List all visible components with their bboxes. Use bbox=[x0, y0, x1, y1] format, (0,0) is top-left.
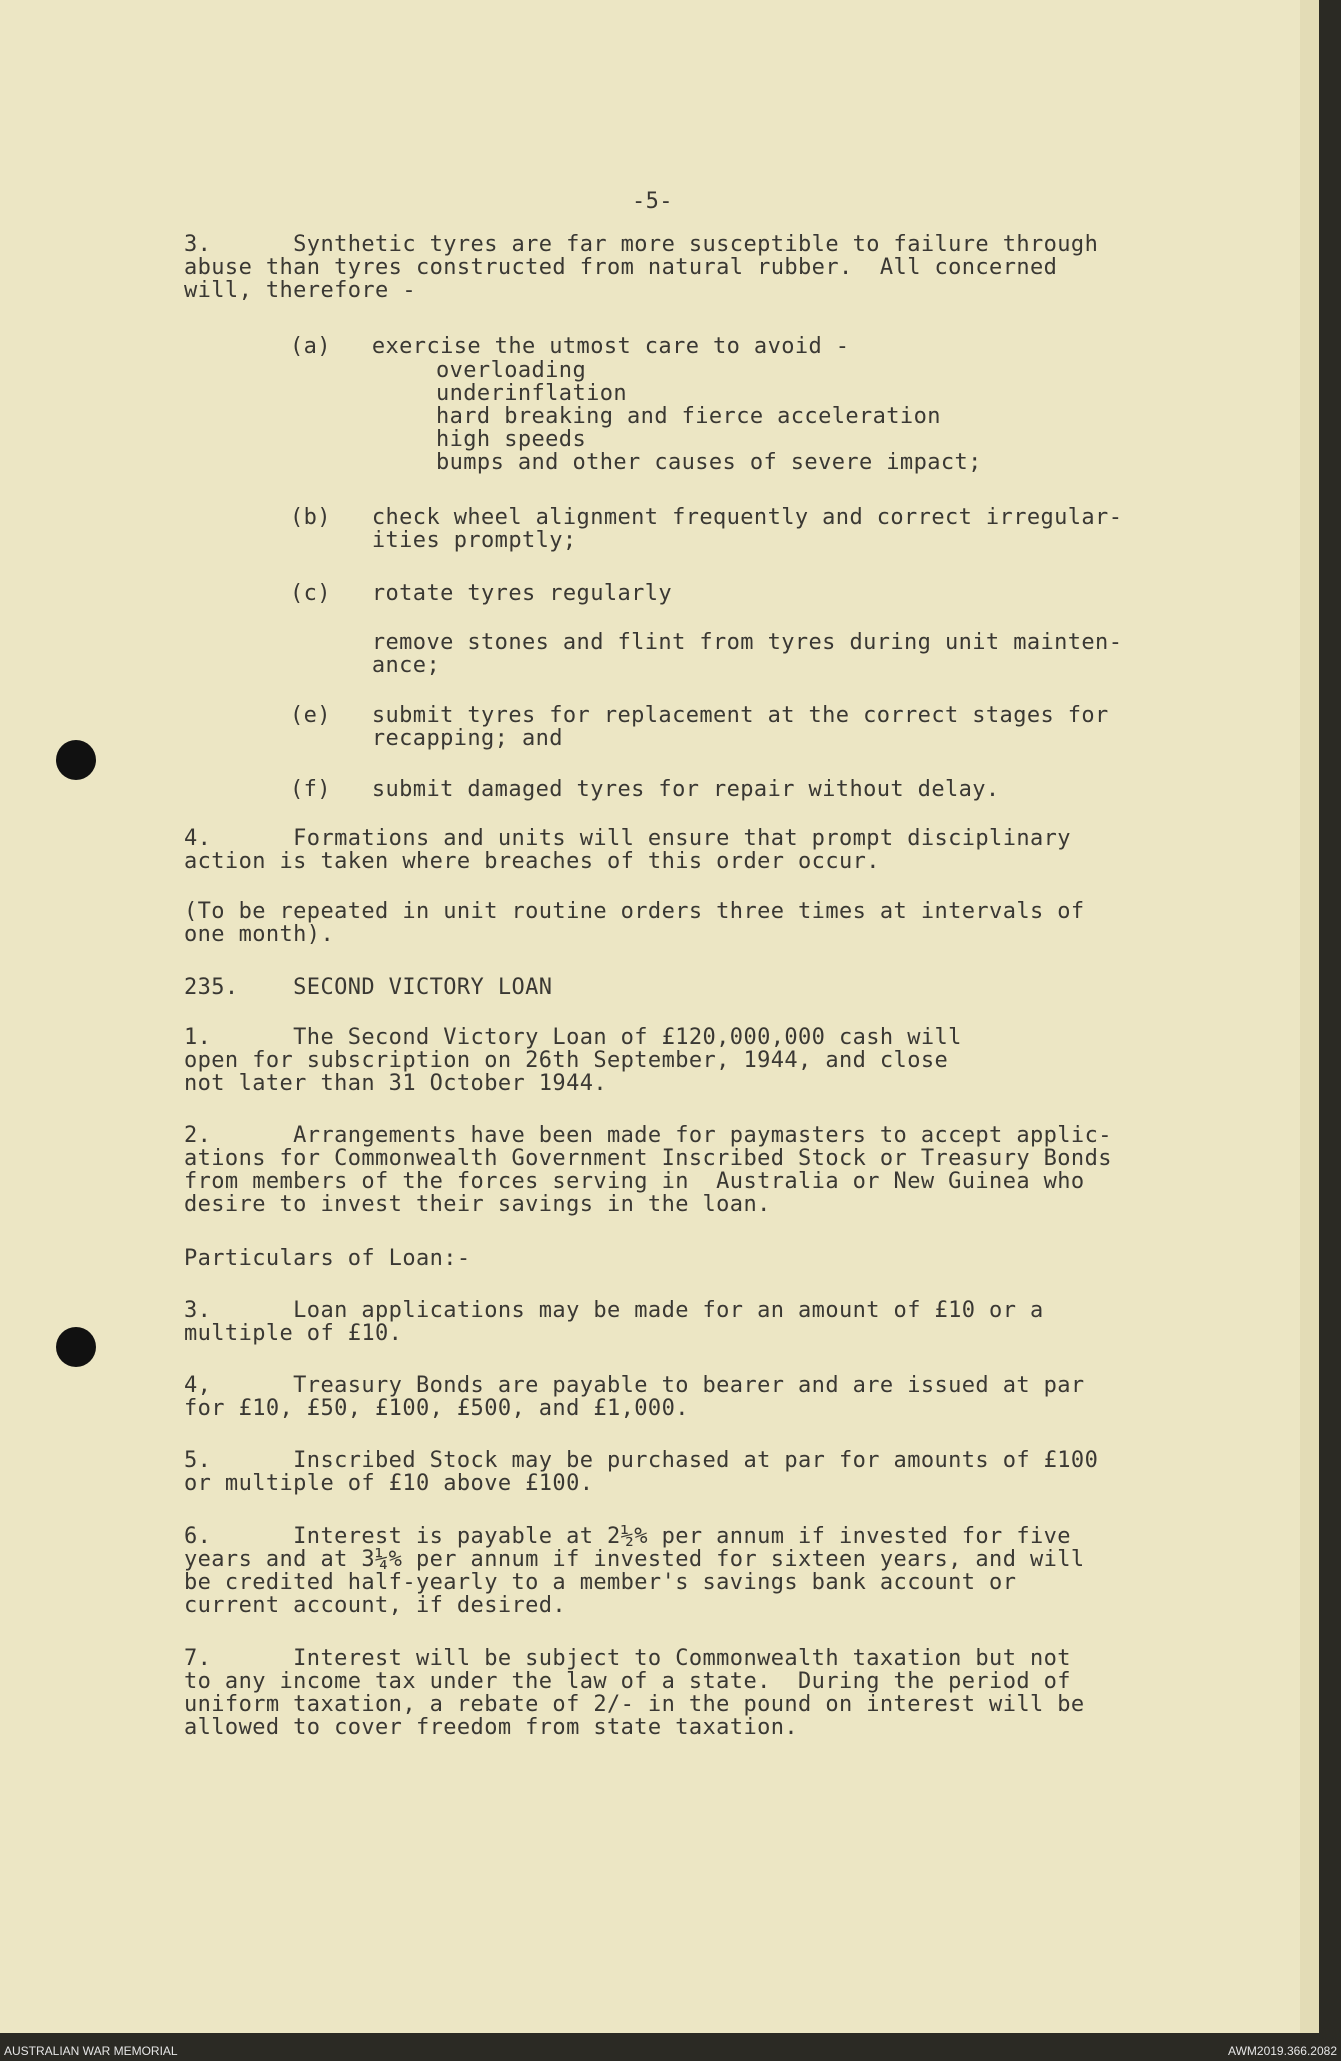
loan-para-1-line-1: 1. The Second Victory Loan of £120,000,000 cash will bbox=[184, 1025, 962, 1050]
repeat-note-line-2: one month). bbox=[184, 922, 335, 947]
item-a-sub: bumps and other causes of severe impact; bbox=[436, 450, 982, 475]
item-b-line-2: ities promptly; bbox=[290, 528, 577, 553]
item-f: (f) submit damaged tyres for repair without delay. bbox=[290, 777, 1000, 802]
item-b-line-1: (b) check wheel alignment frequently and correct irregular- bbox=[290, 505, 1123, 530]
loan-para-6-line-2: years and at 3¼% per annum if invested for sixteen years, and will bbox=[184, 1547, 1085, 1572]
loan-para-7-line-3: uniform taxation, a rebate of 2/- in the pound on interest will be bbox=[184, 1692, 1085, 1717]
para-4-line-2: action is taken where breaches of this order occur. bbox=[184, 849, 880, 874]
para-4-line-1: 4. Formations and units will ensure that prompt disciplinary bbox=[184, 826, 1071, 851]
repeat-note-line-1: (To be repeated in unit routine orders three times at intervals of bbox=[184, 899, 1085, 924]
item-a: (a) exercise the utmost care to avoid - bbox=[290, 334, 850, 359]
loan-para-5-line-1: 5. Inscribed Stock may be purchased at par for amounts of £100 bbox=[184, 1448, 1099, 1473]
item-e-line-1: (e) submit tyres for replacement at the correct stages for bbox=[290, 703, 1109, 728]
para-3-line-3: will, therefore - bbox=[184, 278, 416, 303]
page-number: -5- bbox=[632, 189, 673, 214]
para-3-line-2: abuse than tyres constructed from natural rubber. All concerned bbox=[184, 255, 1058, 280]
loan-para-7-line-4: allowed to cover freedom from state taxation. bbox=[184, 1715, 799, 1740]
loan-para-6-line-1: 6. Interest is payable at 2½% per annum if invested for five bbox=[184, 1524, 1071, 1549]
section-heading: 235. SECOND VICTORY LOAN bbox=[184, 975, 553, 1000]
item-e-line-2: recapping; and bbox=[290, 726, 563, 751]
loan-para-2-line-2: ations for Commonwealth Government Inscribed Stock or Treasury Bonds bbox=[184, 1146, 1112, 1171]
item-a-sub: overloading bbox=[436, 358, 587, 383]
loan-para-7-line-1: 7. Interest will be subject to Commonwealth taxation but not bbox=[184, 1646, 1071, 1671]
loan-para-3-line-2: multiple of £10. bbox=[184, 1321, 403, 1346]
loan-para-1-line-2: open for subscription on 26th September, 1944, and close bbox=[184, 1048, 949, 1073]
loan-para-7-line-2: to any income tax under the law of a state. During the period of bbox=[184, 1669, 1071, 1694]
page-edge-shadow bbox=[1300, 0, 1319, 2033]
loan-para-2-line-4: desire to invest their savings in the loan. bbox=[184, 1192, 771, 1217]
item-a-sub: high speeds bbox=[436, 427, 587, 452]
loan-para-6-line-4: current account, if desired. bbox=[184, 1593, 567, 1618]
loan-para-3-line-1: 3. Loan applications may be made for an amount of £10 or a bbox=[184, 1298, 1044, 1323]
punch-hole bbox=[56, 1327, 96, 1367]
loan-para-4-line-2: for £10, £50, £100, £500, and £1,000. bbox=[184, 1396, 689, 1421]
para-3-line-1: 3. Synthetic tyres are far more susceptible to failure through bbox=[184, 232, 1099, 257]
item-c: (c) rotate tyres regularly bbox=[290, 581, 673, 606]
item-d-line-1: remove stones and flint from tyres during unit mainten- bbox=[290, 630, 1123, 655]
loan-para-2-line-1: 2. Arrangements have been made for paymasters to accept applic- bbox=[184, 1123, 1112, 1148]
item-a-sub: hard breaking and fierce acceleration bbox=[436, 404, 941, 429]
loan-para-1-line-3: not later than 31 October 1944. bbox=[184, 1071, 607, 1096]
footer-archive-name: AUSTRALIAN WAR MEMORIAL bbox=[4, 2044, 178, 2058]
item-a-sub: underinflation bbox=[436, 381, 628, 406]
loan-para-4-line-1: 4, Treasury Bonds are payable to bearer and are issued at par bbox=[184, 1373, 1085, 1398]
loan-para-6-line-3: be credited half-yearly to a member's savings bank account or bbox=[184, 1570, 1017, 1595]
loan-para-5-line-2: or multiple of £10 above £100. bbox=[184, 1471, 594, 1496]
particulars-heading: Particulars of Loan:- bbox=[184, 1246, 471, 1271]
item-d-line-2: ance; bbox=[290, 653, 441, 678]
loan-para-2-line-3: from members of the forces serving in Australia or New Guinea who bbox=[184, 1169, 1085, 1194]
footer-item-id: AWM2019.366.2082 bbox=[1228, 2044, 1337, 2058]
punch-hole bbox=[56, 740, 96, 780]
